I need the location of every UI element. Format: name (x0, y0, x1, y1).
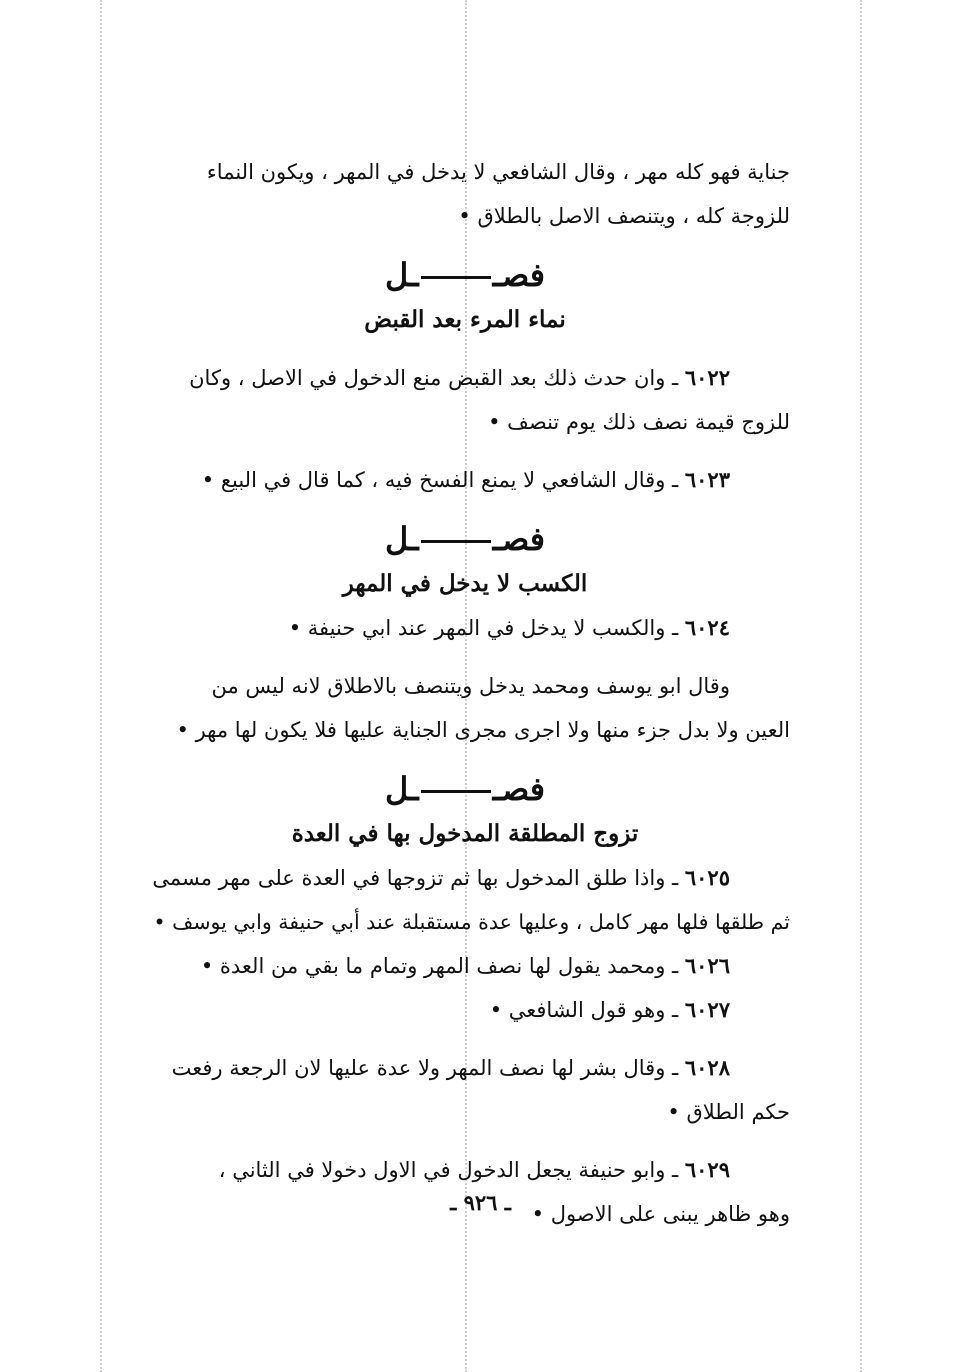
numbered-paragraph (140, 856, 790, 900)
paragraph-number: ٦٠٢٧ (684, 997, 730, 1022)
text-line: ـ وابو حنيفة يجعل الدخول في الاول دخولا في الثاني ، (218, 1158, 679, 1182)
section-heading: نماء المرء بعد القبض (364, 306, 566, 333)
text-line: وقال ابو يوسف ومحمد يدخل ويتنصف بالاطلاق لانه ليس من (211, 674, 730, 698)
text-line: حكم الطلاق • (667, 1100, 790, 1124)
page-number: ـ ٩٢٦ ـ (450, 1190, 511, 1215)
section-heading: الكسب لا يدخل في المهر (342, 570, 588, 597)
paragraph-number: ٦٠٢٤ (684, 615, 730, 640)
text-line: جناية فهو كله مهر ، وقال الشافعي لا يدخل في المهر ، ويكون النماء (206, 160, 790, 184)
section-divider (140, 252, 790, 298)
numbered-paragraph (140, 988, 790, 1032)
numbered-paragraph (140, 458, 790, 502)
numbered-paragraph (140, 606, 790, 650)
text-line: ـ واذا طلق المدخول بها ثم تزوجها في العدة على مهر مسمى (152, 866, 679, 890)
paragraph-number: ٦٠٢٢ (684, 365, 730, 390)
opening-paragraph (140, 150, 790, 238)
text-line: ـ والكسب لا يدخل في المهر عند ابي حنيفة • (288, 616, 679, 640)
text-line: ـ وقال بشر لها نصف المهر ولا عدة عليها لان الرجعة رفعت (171, 1056, 679, 1080)
kashida-stroke (421, 276, 491, 279)
text-line: العين ولا بدل جزء منها ولا اجرى مجرى الجناية عليها فلا يكون لها مهر • (176, 718, 790, 742)
scan-fold-line (860, 0, 862, 1372)
section-heading: تزوج المطلقة المدخول بها في العدة (291, 820, 639, 847)
numbered-paragraph (140, 1046, 790, 1090)
kashida-stroke (421, 540, 491, 543)
fasl-title-start: فصـ (492, 256, 546, 294)
scan-fold-line (100, 0, 102, 1372)
section-divider (140, 766, 790, 812)
text-line: للزوج قيمة نصف ذلك يوم تنصف • (488, 410, 790, 434)
fasl-title-end: ـل (384, 520, 419, 558)
text-line: ـ وهو قول الشافعي • (489, 998, 679, 1022)
paragraph-number: ٦٠٢٨ (684, 1055, 730, 1080)
text-line: ـ وان حدث ذلك بعد القبض منع الدخول في الاصل ، وكان (189, 366, 679, 390)
fasl-title-end: ـل (384, 256, 419, 294)
text-line: ـ وقال الشافعي لا يمنع الفسخ فيه ، كما قال في البيع • (201, 468, 679, 492)
paragraph-number: ٦٠٢٥ (684, 865, 730, 890)
text-line: وهو ظاهر يبنى على الاصول • (531, 1202, 790, 1226)
document-page (140, 150, 790, 1236)
paragraph-number: ٦٠٢٣ (684, 467, 730, 492)
fasl-title-end: ـل (384, 770, 419, 808)
kashida-stroke (421, 790, 491, 793)
fasl-title-start: فصـ (492, 770, 546, 808)
paragraph-number: ٦٠٢٦ (684, 953, 730, 978)
section-divider (140, 516, 790, 562)
text-line: ثم طلقها فلها مهر كامل ، وعليها عدة مستقبلة عند أبي حنيفة وابي يوسف • (153, 910, 790, 934)
numbered-paragraph (140, 944, 790, 988)
numbered-paragraph (140, 356, 790, 400)
fasl-title-start: فصـ (492, 520, 546, 558)
text-line: للزوجة كله ، ويتنصف الاصل بالطلاق • (458, 204, 790, 228)
paragraph-number: ٦٠٢٩ (684, 1157, 730, 1182)
numbered-paragraph (140, 1148, 790, 1192)
text-line: ـ ومحمد يقول لها نصف المهر وتمام ما بقي من العدة • (200, 954, 679, 978)
